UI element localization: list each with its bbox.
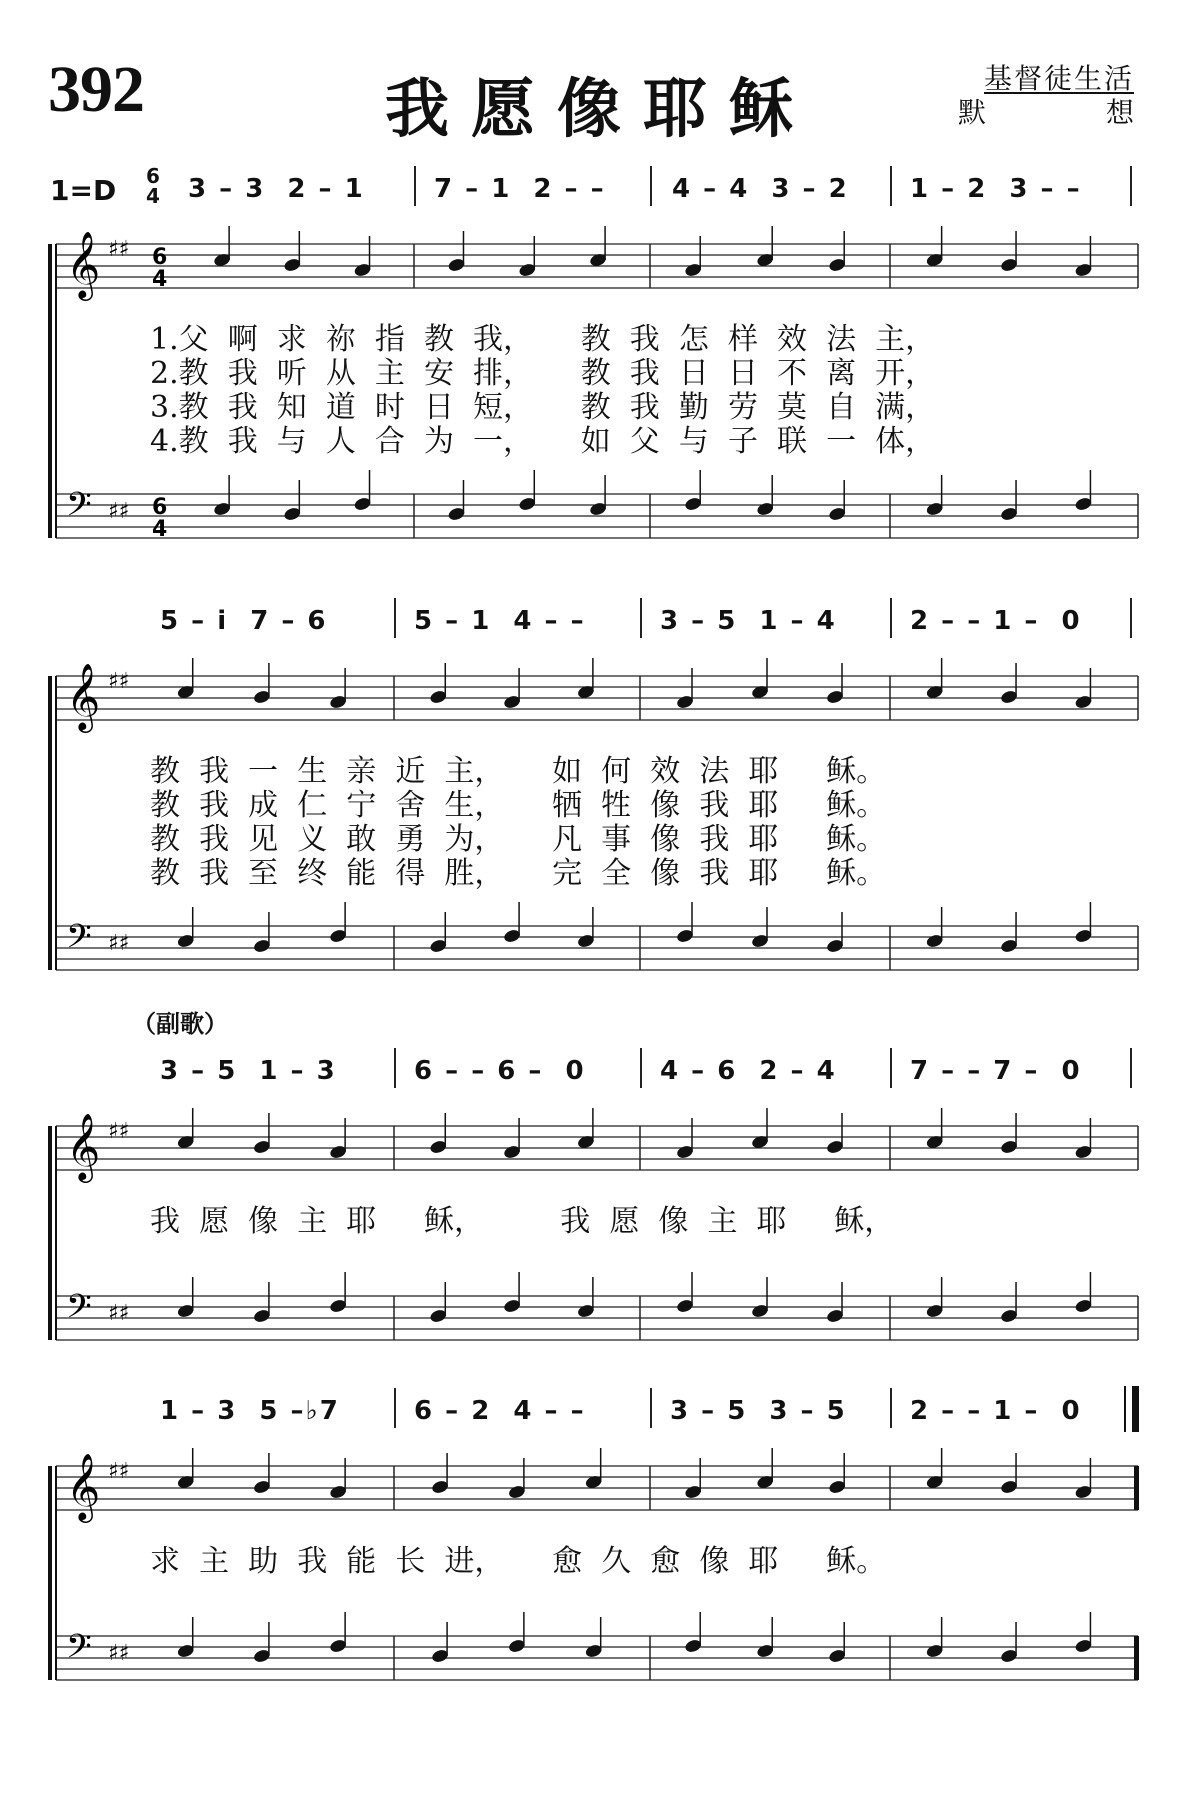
staff-time-top: 6 xyxy=(152,495,168,520)
lyric-verse-3: 3.教 我 知 道 时 日 短， 教 我 勤 劳 莫 自 满， xyxy=(150,390,936,425)
jianpu-barline xyxy=(414,166,416,206)
jianpu-barline xyxy=(1130,1048,1132,1088)
treble-clef-icon: 𝄞 xyxy=(66,1112,101,1180)
bass-clef-icon: 𝄢 xyxy=(66,1628,92,1674)
time-bottom: 4 xyxy=(146,184,160,208)
key-sharps-icon: ♯♯ xyxy=(108,1459,130,1484)
jianpu-measure: 4 – 4 3 – 2 xyxy=(672,174,849,204)
staff-time-bottom: 4 xyxy=(152,517,168,542)
time-top: 6 xyxy=(146,164,160,188)
jianpu-measure: 3 – 5 3 – 5 xyxy=(670,1396,847,1426)
treble-clef-icon: 𝄞 xyxy=(66,662,101,730)
lyric-verse-2: 教 我 成 仁 宁 舍 生， 牺 牲 像 我 耶 稣。 xyxy=(150,788,887,823)
jianpu-barline xyxy=(1130,166,1132,206)
refrain-label: （副歌） xyxy=(132,1010,228,1038)
jianpu-measure: 2 – – 1 – 0 xyxy=(910,1396,1082,1426)
jianpu-measure: 1 – 2 3 – – xyxy=(910,174,1082,204)
jianpu-line-2 xyxy=(0,596,1200,646)
jianpu-measure: 7 – 1 2 – – xyxy=(434,174,606,204)
lyric-verse-3: 教 我 见 义 敢 勇 为， 凡 事 像 我 耶 稣。 xyxy=(150,822,887,857)
key-signature: 1=D xyxy=(50,174,117,207)
key-sharps-icon: ♯♯ xyxy=(108,1119,130,1144)
jianpu-line-1 xyxy=(0,164,1200,214)
jianpu-barline xyxy=(650,166,652,206)
jianpu-measure: 1 – 3 5 –♭7 xyxy=(160,1396,340,1426)
bass-clef-icon: 𝄢 xyxy=(66,486,92,532)
subcategory-label xyxy=(944,96,1134,130)
jianpu-barline xyxy=(890,598,892,638)
jianpu-barline xyxy=(1130,598,1132,638)
jianpu-measure: 5 – i 7 – 6 xyxy=(160,606,328,636)
jianpu-barline xyxy=(890,1388,892,1428)
jianpu-measure: 3 – 5 1 – 4 xyxy=(660,606,837,636)
bass-clef-icon: 𝄢 xyxy=(66,918,92,964)
key-sharps-icon: ♯♯ xyxy=(108,499,130,524)
jianpu-measure: 3 – 3 2 – 1 xyxy=(188,174,365,204)
jianpu-measure: 4 – 6 2 – 4 xyxy=(660,1056,837,1086)
final-barline-thick xyxy=(1132,1386,1139,1432)
final-barline xyxy=(1134,1466,1139,1510)
key-sharps-icon: ♯♯ xyxy=(108,1641,130,1666)
subcategory-left: 默 xyxy=(958,96,987,129)
lyric-verse-2: 2.教 我 听 从 主 安 排， 教 我 日 日 不 离 开， xyxy=(150,356,936,391)
key-sharps-icon: ♯♯ xyxy=(108,669,130,694)
jianpu-barline xyxy=(394,1388,396,1428)
jianpu-barline xyxy=(650,1388,652,1428)
treble-clef-icon: 𝄞 xyxy=(66,230,101,298)
staff-time-bottom: 4 xyxy=(152,267,168,292)
staff-time-top: 6 xyxy=(152,245,168,270)
jianpu-line-3 xyxy=(0,1046,1200,1096)
lyric-verse-4: 教 我 至 终 能 得 胜， 完 全 像 我 耶 稣。 xyxy=(150,856,887,891)
jianpu-barline xyxy=(890,166,892,206)
jianpu-barline xyxy=(640,1048,642,1088)
jianpu-line-4 xyxy=(0,1386,1200,1436)
jianpu-measure: 6 – 2 4 – – xyxy=(414,1396,586,1426)
bass-clef-icon: 𝄢 xyxy=(66,1288,92,1334)
treble-clef-icon: 𝄞 xyxy=(66,1452,101,1520)
jianpu-barline xyxy=(394,598,396,638)
lyric-verse-1: 1.父 啊 求 祢 指 教 我， 教 我 怎 样 效 法 主， xyxy=(150,322,936,357)
time-signature xyxy=(146,166,160,206)
jianpu-measure: 6 – – 6 – 0 xyxy=(414,1056,586,1086)
subcategory-right: 想 xyxy=(1105,96,1134,129)
grand-staff-4 xyxy=(0,1446,1200,1746)
grand-staff-3 xyxy=(0,1106,1200,1406)
lyric-verse-4: 4.教 我 与 人 合 为 一， 如 父 与 子 联 一 体， xyxy=(150,424,936,459)
jianpu-barline xyxy=(394,1048,396,1088)
lyric-refrain: 求 主 助 我 能 长 进， 愈 久 愈 像 耶 稣。 xyxy=(150,1544,887,1579)
key-sharps-icon: ♯♯ xyxy=(108,237,130,262)
hymn-number: 392 xyxy=(48,53,144,126)
jianpu-measure: 7 – – 7 – 0 xyxy=(910,1056,1082,1086)
final-barline-thin xyxy=(1124,1386,1126,1432)
final-barline xyxy=(1134,1636,1139,1680)
hymn-category xyxy=(944,62,1134,130)
hymn-title: 我愿像耶稣 xyxy=(385,73,815,147)
key-sharps-icon: ♯♯ xyxy=(108,1301,130,1326)
lyric-refrain: 我 愿 像 主 耶 稣， 我 愿 像 主 耶 稣， xyxy=(150,1204,895,1239)
category-label: 基督徒生活 xyxy=(983,62,1134,95)
jianpu-measure: 5 – 1 4 – – xyxy=(414,606,586,636)
jianpu-barline xyxy=(890,1048,892,1088)
jianpu-measure: 3 – 5 1 – 3 xyxy=(160,1056,337,1086)
lyric-verse-1: 教 我 一 生 亲 近 主， 如 何 效 法 耶 稣。 xyxy=(150,754,887,789)
key-sharps-icon: ♯♯ xyxy=(108,931,130,956)
jianpu-barline xyxy=(640,598,642,638)
jianpu-measure: 2 – – 1 – 0 xyxy=(910,606,1082,636)
